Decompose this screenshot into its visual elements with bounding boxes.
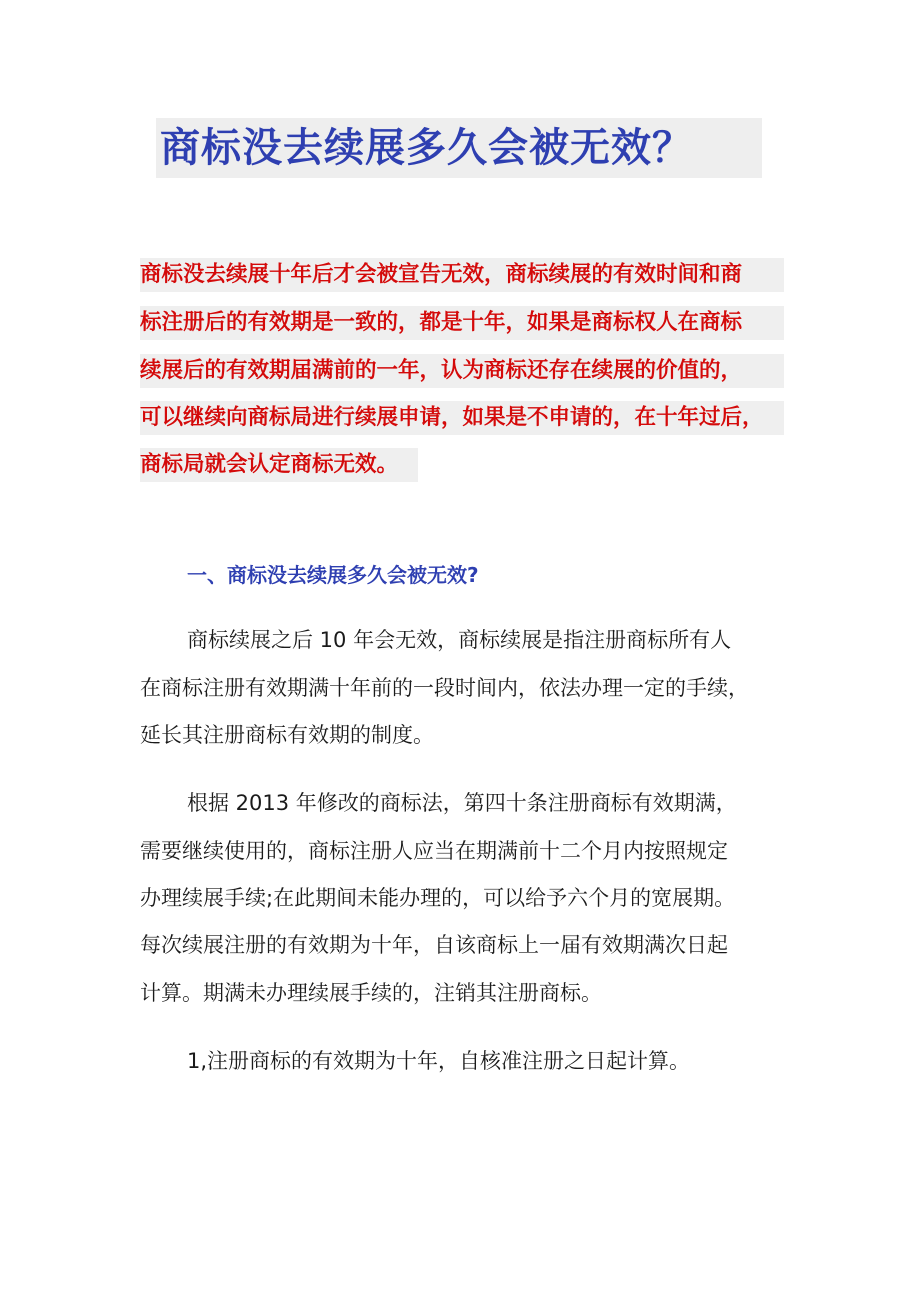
summary-line: 续展后的有效期届满前的一年，认为商标还存在续展的价值的， (140, 354, 784, 388)
paragraph-line: 延长其注册商标有效期的制度。 (140, 723, 434, 747)
paragraph-line: 计算。期满未办理续展手续的，注销其注册商标。 (140, 981, 602, 1005)
paragraph-line: 需要继续使用的，商标注册人应当在期满前十二个月内按照规定 (140, 839, 728, 863)
summary-line: 商标局就会认定商标无效。 (140, 448, 418, 482)
page-title: 商标没去续展多久会被无效？ (160, 125, 693, 171)
summary-line: 标注册后的有效期是一致的，都是十年，如果是商标权人在商标 (140, 306, 784, 340)
summary-line: 商标没去续展十年后才会被宣告无效，商标续展的有效时间和商 (140, 258, 784, 292)
paragraph-line: 商标续展之后 10 年会无效，商标续展是指注册商标所有人 (187, 628, 732, 652)
summary-line: 可以继续向商标局进行续展申请，如果是不申请的，在十年过后， (140, 401, 784, 435)
section-heading: 一、商标没去续展多久会被无效? (187, 563, 479, 587)
paragraph-line: 每次续展注册的有效期为十年，自该商标上一届有效期满次日起 (140, 933, 728, 957)
paragraph-line: 根据 2013 年修改的商标法，第四十条注册商标有效期满， (187, 791, 737, 815)
paragraph-line: 办理续展手续;在此期间未能办理的，可以给予六个月的宽展期。 (140, 886, 736, 910)
paragraph-line: 在商标注册有效期满十年前的一段时间内，依法办理一定的手续， (140, 676, 749, 700)
paragraph-line: 1,注册商标的有效期为十年，自核准注册之日起计算。 (187, 1049, 691, 1073)
